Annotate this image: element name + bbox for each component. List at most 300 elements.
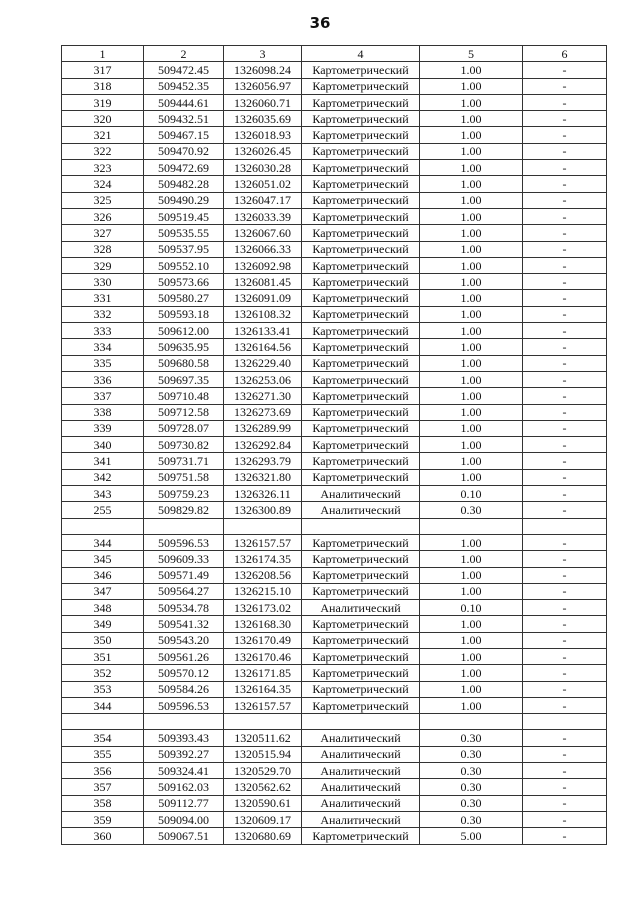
table-row: [62, 371, 607, 387]
table-cell: 509571.49: [144, 567, 224, 583]
table-cell: 509561.26: [144, 648, 224, 664]
table-cell: 1.00: [420, 453, 523, 469]
table-row: [62, 437, 607, 453]
table-cell: 0.10: [420, 600, 523, 616]
table-cell: Картометрический: [302, 583, 420, 599]
table-cell: 0.30: [420, 746, 523, 762]
table-cell: 1326157.57: [224, 697, 302, 713]
table-cell: 344: [62, 534, 144, 550]
table-cell: 509162.03: [144, 779, 224, 795]
table-cell: 1326215.10: [224, 583, 302, 599]
table-cell: -: [523, 127, 607, 143]
table-cell: 1326229.40: [224, 355, 302, 371]
table-cell: Картометрический: [302, 225, 420, 241]
table-cell: 509534.78: [144, 600, 224, 616]
table-header: [62, 46, 607, 62]
table-cell: Картометрический: [302, 697, 420, 713]
table-row: [62, 616, 607, 632]
table-cell: 1.00: [420, 371, 523, 387]
table-cell: 1326293.79: [224, 453, 302, 469]
table-cell: 509564.27: [144, 583, 224, 599]
table-cell: 1320562.62: [224, 779, 302, 795]
table-cell: -: [523, 763, 607, 779]
table-row: [62, 469, 607, 485]
table-cell: 1326098.24: [224, 62, 302, 78]
table-row: [62, 176, 607, 192]
table-row: [62, 388, 607, 404]
table-row: [62, 795, 607, 811]
table-cell: 333: [62, 323, 144, 339]
table-cell: [420, 714, 523, 730]
column-header: 2: [144, 46, 224, 62]
table-cell: -: [523, 420, 607, 436]
table-cell: Картометрический: [302, 257, 420, 273]
table-cell: -: [523, 388, 607, 404]
table-cell: -: [523, 730, 607, 746]
table-cell: 509324.41: [144, 763, 224, 779]
table-cell: 509112.77: [144, 795, 224, 811]
table-row: [62, 404, 607, 420]
table-cell: 1326164.56: [224, 339, 302, 355]
table-cell: -: [523, 94, 607, 110]
table-cell: 1.00: [420, 62, 523, 78]
table-cell: Картометрический: [302, 290, 420, 306]
table-cell: 356: [62, 763, 144, 779]
table-cell: 509470.92: [144, 143, 224, 159]
table-cell: 340: [62, 437, 144, 453]
table-cell: 346: [62, 567, 144, 583]
table-row: [62, 697, 607, 713]
table-cell: 1.00: [420, 274, 523, 290]
table-cell: Картометрический: [302, 453, 420, 469]
table-row: [62, 94, 607, 110]
table-row: [62, 779, 607, 795]
table-cell: Аналитический: [302, 763, 420, 779]
table-cell: 318: [62, 78, 144, 94]
table-cell: 1.00: [420, 78, 523, 94]
table-cell: [62, 518, 144, 534]
table-cell: 1326060.71: [224, 94, 302, 110]
table-cell: 339: [62, 420, 144, 436]
table-cell: 509596.53: [144, 534, 224, 550]
table-cell: Картометрический: [302, 176, 420, 192]
table-cell: Картометрический: [302, 534, 420, 550]
table-cell: 1.00: [420, 160, 523, 176]
table-cell: 509432.51: [144, 111, 224, 127]
table-cell: 1.00: [420, 192, 523, 208]
table-cell: 509552.10: [144, 257, 224, 273]
table-cell: -: [523, 600, 607, 616]
table-row: [62, 160, 607, 176]
table-cell: 1.00: [420, 567, 523, 583]
table-cell: 1.00: [420, 127, 523, 143]
table-cell: 509472.45: [144, 62, 224, 78]
table-cell: 1.00: [420, 208, 523, 224]
table-cell: 330: [62, 274, 144, 290]
table-cell: 509537.95: [144, 241, 224, 257]
table-cell: [144, 714, 224, 730]
table-cell: 1326157.57: [224, 534, 302, 550]
table-cell: 0.30: [420, 795, 523, 811]
table-cell: 1.00: [420, 648, 523, 664]
table-cell: 342: [62, 469, 144, 485]
table-cell: 321: [62, 127, 144, 143]
table-cell: -: [523, 371, 607, 387]
table-cell: Картометрический: [302, 78, 420, 94]
table-cell: 509596.53: [144, 697, 224, 713]
column-header: 4: [302, 46, 420, 62]
table-row: [62, 453, 607, 469]
table-cell: 332: [62, 306, 144, 322]
table-cell: -: [523, 111, 607, 127]
table-cell: 1326047.17: [224, 192, 302, 208]
table-cell: 348: [62, 600, 144, 616]
table-cell: Картометрический: [302, 355, 420, 371]
table-cell: -: [523, 192, 607, 208]
table-row: [62, 486, 607, 502]
table-cell: 1.00: [420, 551, 523, 567]
table-cell: 1.00: [420, 339, 523, 355]
table-cell: Картометрический: [302, 274, 420, 290]
table-cell: 1.00: [420, 632, 523, 648]
column-header: 6: [523, 46, 607, 62]
table-cell: Картометрический: [302, 127, 420, 143]
table-cell: 359: [62, 811, 144, 827]
table-cell: 336: [62, 371, 144, 387]
table-cell: 1.00: [420, 225, 523, 241]
table-cell: -: [523, 632, 607, 648]
table-cell: 0.30: [420, 502, 523, 518]
table-row: [62, 306, 607, 322]
table-cell: 1.00: [420, 469, 523, 485]
table-cell: Картометрический: [302, 143, 420, 159]
table-cell: 1326170.49: [224, 632, 302, 648]
table-cell: 323: [62, 160, 144, 176]
table-cell: -: [523, 306, 607, 322]
table-cell: 1.00: [420, 665, 523, 681]
table-cell: Картометрический: [302, 306, 420, 322]
table-cell: 509609.33: [144, 551, 224, 567]
table-cell: -: [523, 404, 607, 420]
table-cell: 1.00: [420, 257, 523, 273]
table-row: [62, 567, 607, 583]
table-cell: Картометрический: [302, 665, 420, 681]
table-cell: 509730.82: [144, 437, 224, 453]
table-cell: -: [523, 62, 607, 78]
table-cell: Аналитический: [302, 486, 420, 502]
table-cell: -: [523, 437, 607, 453]
column-header: 5: [420, 46, 523, 62]
table-cell: Аналитический: [302, 746, 420, 762]
table-cell: [62, 714, 144, 730]
table-cell: 351: [62, 648, 144, 664]
table-cell: 509593.18: [144, 306, 224, 322]
table-cell: 322: [62, 143, 144, 159]
table-cell: Картометрический: [302, 404, 420, 420]
table-cell: 255: [62, 502, 144, 518]
header-row: [62, 46, 607, 62]
table-cell: -: [523, 257, 607, 273]
table-cell: 1.00: [420, 323, 523, 339]
table-cell: 1326051.02: [224, 176, 302, 192]
table-cell: -: [523, 453, 607, 469]
table-cell: 509472.69: [144, 160, 224, 176]
table-cell: 1326018.93: [224, 127, 302, 143]
table-row: [62, 339, 607, 355]
table-cell: Картометрический: [302, 111, 420, 127]
table-cell: 319: [62, 94, 144, 110]
table-cell: 509612.00: [144, 323, 224, 339]
separator-row: [62, 714, 607, 730]
table-cell: Картометрический: [302, 323, 420, 339]
table-row: [62, 583, 607, 599]
table-row: [62, 681, 607, 697]
table-cell: [224, 714, 302, 730]
table-cell: 1326273.69: [224, 404, 302, 420]
table-cell: 1320680.69: [224, 828, 302, 844]
table-cell: 1.00: [420, 681, 523, 697]
table-cell: 509535.55: [144, 225, 224, 241]
table-cell: Картометрический: [302, 681, 420, 697]
table-cell: Картометрический: [302, 632, 420, 648]
table-cell: Картометрический: [302, 241, 420, 257]
table-cell: Аналитический: [302, 795, 420, 811]
table-cell: 509482.28: [144, 176, 224, 192]
table-cell: -: [523, 208, 607, 224]
table-cell: 1.00: [420, 94, 523, 110]
table-row: [62, 420, 607, 436]
table-cell: Картометрический: [302, 94, 420, 110]
table-cell: 1.00: [420, 437, 523, 453]
table-cell: 1.00: [420, 404, 523, 420]
table-row: [62, 534, 607, 550]
table-cell: 357: [62, 779, 144, 795]
table-cell: [224, 518, 302, 534]
table-cell: 1326171.85: [224, 665, 302, 681]
table-cell: 1326289.99: [224, 420, 302, 436]
table-row: [62, 78, 607, 94]
table-row: [62, 730, 607, 746]
table-cell: 509541.32: [144, 616, 224, 632]
table-row: [62, 763, 607, 779]
table-cell: Картометрический: [302, 371, 420, 387]
table-cell: -: [523, 290, 607, 306]
table-row: [62, 665, 607, 681]
table-cell: 360: [62, 828, 144, 844]
table-cell: [420, 518, 523, 534]
table-cell: 331: [62, 290, 144, 306]
table-cell: 509467.15: [144, 127, 224, 143]
table-cell: [144, 518, 224, 534]
table-cell: -: [523, 583, 607, 599]
table-cell: Картометрический: [302, 388, 420, 404]
table-cell: 509829.82: [144, 502, 224, 518]
table-cell: -: [523, 697, 607, 713]
table-row: [62, 600, 607, 616]
table-cell: 1326091.09: [224, 290, 302, 306]
table-cell: 1.00: [420, 143, 523, 159]
table-cell: 1.00: [420, 697, 523, 713]
table-cell: Картометрический: [302, 208, 420, 224]
table-cell: 509573.66: [144, 274, 224, 290]
table-body: [62, 62, 607, 844]
table-cell: 1326066.33: [224, 241, 302, 257]
table-cell: 509712.58: [144, 404, 224, 420]
table-cell: 337: [62, 388, 144, 404]
separator-row: [62, 518, 607, 534]
table-cell: 1326300.89: [224, 502, 302, 518]
table-cell: 1326056.97: [224, 78, 302, 94]
table-cell: 1.00: [420, 355, 523, 371]
table-cell: 0.30: [420, 811, 523, 827]
table-cell: 338: [62, 404, 144, 420]
table-cell: 509728.07: [144, 420, 224, 436]
table-cell: 1.00: [420, 176, 523, 192]
table-cell: 1326173.02: [224, 600, 302, 616]
table-row: [62, 208, 607, 224]
table-cell: 343: [62, 486, 144, 502]
table-cell: -: [523, 339, 607, 355]
table-cell: -: [523, 681, 607, 697]
table-row: [62, 62, 607, 78]
table-cell: 5.00: [420, 828, 523, 844]
table-cell: -: [523, 811, 607, 827]
table-cell: -: [523, 779, 607, 795]
table-cell: 328: [62, 241, 144, 257]
table-cell: -: [523, 176, 607, 192]
table-cell: Картометрический: [302, 420, 420, 436]
table-cell: 509444.61: [144, 94, 224, 110]
table-cell: 1.00: [420, 290, 523, 306]
table-cell: 509580.27: [144, 290, 224, 306]
table-cell: 355: [62, 746, 144, 762]
page-number: 36: [309, 14, 331, 32]
table-cell: -: [523, 486, 607, 502]
table-cell: 1326208.56: [224, 567, 302, 583]
table-cell: 1326168.30: [224, 616, 302, 632]
table-cell: 0.30: [420, 730, 523, 746]
table-cell: 1326133.41: [224, 323, 302, 339]
table-cell: 509490.29: [144, 192, 224, 208]
table-cell: 509392.27: [144, 746, 224, 762]
table-cell: -: [523, 225, 607, 241]
table-cell: -: [523, 78, 607, 94]
table-cell: 0.30: [420, 763, 523, 779]
table-cell: Картометрический: [302, 339, 420, 355]
table-cell: 1326170.46: [224, 648, 302, 664]
table-cell: 329: [62, 257, 144, 273]
table-row: [62, 111, 607, 127]
table-cell: 1326030.28: [224, 160, 302, 176]
column-header: 1: [62, 46, 144, 62]
table-row: [62, 746, 607, 762]
table-cell: [523, 518, 607, 534]
table-cell: 1320529.70: [224, 763, 302, 779]
table-cell: -: [523, 746, 607, 762]
table-cell: 1326081.45: [224, 274, 302, 290]
table-cell: Картометрический: [302, 648, 420, 664]
table-cell: 1320590.61: [224, 795, 302, 811]
table-cell: -: [523, 160, 607, 176]
table-cell: 327: [62, 225, 144, 241]
table-row: [62, 828, 607, 844]
table-cell: 509710.48: [144, 388, 224, 404]
table-cell: -: [523, 274, 607, 290]
table-cell: 1326271.30: [224, 388, 302, 404]
table-cell: -: [523, 502, 607, 518]
table-cell: Картометрический: [302, 160, 420, 176]
table-cell: 509584.26: [144, 681, 224, 697]
table-cell: 1.00: [420, 583, 523, 599]
table-cell: 1.00: [420, 616, 523, 632]
table-cell: Картометрический: [302, 616, 420, 632]
table-row: [62, 551, 607, 567]
table-cell: 345: [62, 551, 144, 567]
table-cell: 324: [62, 176, 144, 192]
table-cell: 353: [62, 681, 144, 697]
table-cell: 1326067.60: [224, 225, 302, 241]
table-cell: -: [523, 323, 607, 339]
table-cell: 352: [62, 665, 144, 681]
table-cell: 509697.35: [144, 371, 224, 387]
table-cell: -: [523, 551, 607, 567]
table-row: [62, 632, 607, 648]
table-cell: Картометрический: [302, 192, 420, 208]
table-cell: 509570.12: [144, 665, 224, 681]
table-cell: 509519.45: [144, 208, 224, 224]
table-cell: 509680.58: [144, 355, 224, 371]
table-cell: 1.00: [420, 111, 523, 127]
table-cell: Аналитический: [302, 502, 420, 518]
table-cell: 1.00: [420, 241, 523, 257]
table-cell: 1326174.35: [224, 551, 302, 567]
table-row: [62, 290, 607, 306]
table-cell: 1.00: [420, 534, 523, 550]
table-row: [62, 323, 607, 339]
coordinates-table: [61, 45, 607, 845]
table-cell: 334: [62, 339, 144, 355]
table-cell: Картометрический: [302, 437, 420, 453]
table-row: [62, 648, 607, 664]
table-cell: -: [523, 616, 607, 632]
table-cell: [302, 518, 420, 534]
table-cell: 509094.00: [144, 811, 224, 827]
table-cell: 1326035.69: [224, 111, 302, 127]
table-cell: 1326033.39: [224, 208, 302, 224]
table-cell: -: [523, 648, 607, 664]
table-cell: -: [523, 241, 607, 257]
table-cell: 0.10: [420, 486, 523, 502]
table-cell: 509751.58: [144, 469, 224, 485]
table-cell: 1326092.98: [224, 257, 302, 273]
table-cell: 509731.71: [144, 453, 224, 469]
table-cell: 335: [62, 355, 144, 371]
table-cell: 326: [62, 208, 144, 224]
table-cell: -: [523, 665, 607, 681]
table-cell: -: [523, 795, 607, 811]
table-cell: 1326321.80: [224, 469, 302, 485]
table-cell: Картометрический: [302, 828, 420, 844]
table-cell: 320: [62, 111, 144, 127]
table-cell: Картометрический: [302, 62, 420, 78]
table-cell: [523, 714, 607, 730]
table-cell: 341: [62, 453, 144, 469]
table-row: [62, 502, 607, 518]
table-cell: 1.00: [420, 306, 523, 322]
table-row: [62, 241, 607, 257]
table-cell: 349: [62, 616, 144, 632]
table-cell: Картометрический: [302, 567, 420, 583]
